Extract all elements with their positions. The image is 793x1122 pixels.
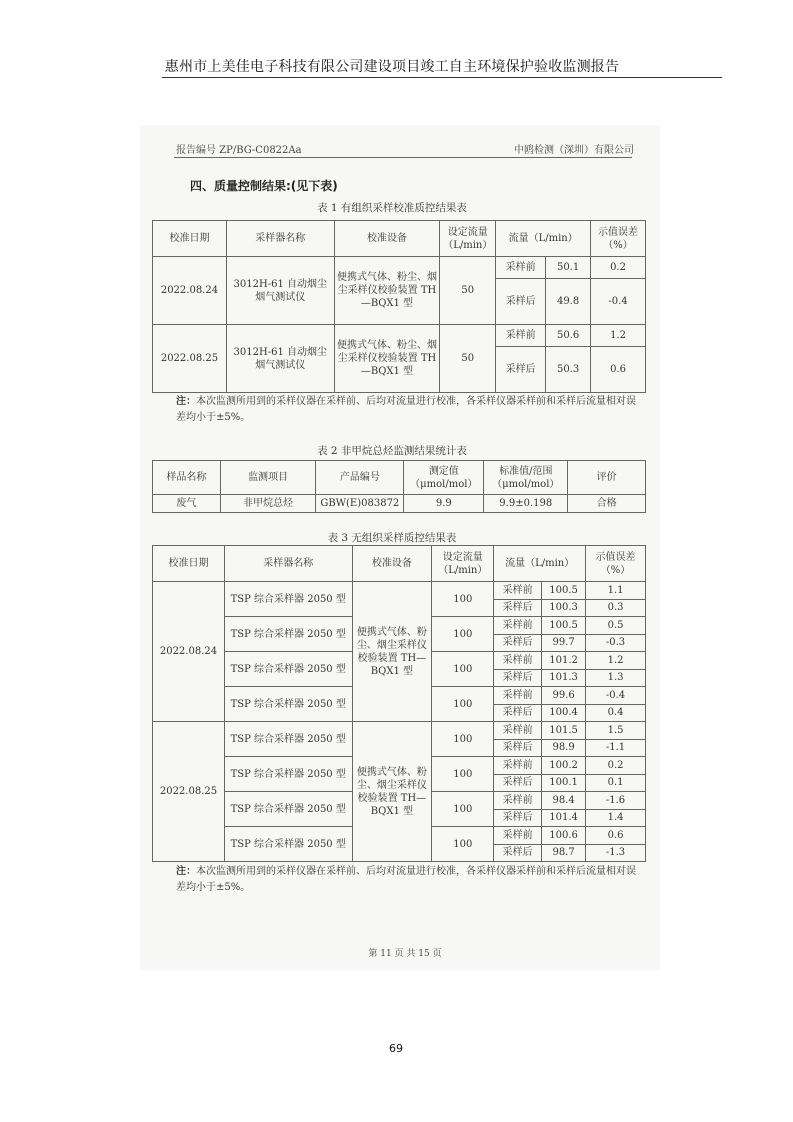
cell-after-value: 98.7 <box>542 844 586 862</box>
table1-note <box>176 394 636 426</box>
table2-header-row <box>153 461 646 495</box>
header-measured: 测定值（μmol/mol） <box>404 461 484 495</box>
cell-sampler: TSP 综合采样器 2050 型 <box>224 792 352 827</box>
cell-after-value: 49.8 <box>546 279 591 325</box>
cell-before-error: 0.2 <box>591 257 646 279</box>
table3-unorganized-sampling <box>152 545 646 862</box>
table-row <box>153 722 646 740</box>
cell-before-value: 100.2 <box>542 757 586 775</box>
header-device: 校准设备 <box>352 546 432 582</box>
cell-before-error: 1.2 <box>586 652 646 670</box>
cell-after-error: 0.6 <box>591 347 646 393</box>
cell-sampler: TSP 综合采样器 2050 型 <box>224 652 352 687</box>
cell-after-value: 98.9 <box>542 739 586 757</box>
cell-before-value: 101.2 <box>542 652 586 670</box>
table1-caption: 表 1 有组织采样校准质控结果表 <box>317 202 467 214</box>
cell-evaluation: 合格 <box>568 495 646 513</box>
header-product-no: 产品编号 <box>316 461 404 495</box>
header-item: 监测项目 <box>220 461 316 495</box>
cell-after-value: 100.3 <box>542 599 586 617</box>
header-standard: 标准值/范围（μmol/mol） <box>484 461 568 495</box>
cell-item: 非甲烷总烃 <box>220 495 316 513</box>
table-row <box>153 495 646 513</box>
cell-after-value: 100.1 <box>542 774 586 792</box>
note-label: 注： <box>176 396 196 407</box>
cell-set-flow: 100 <box>432 582 494 617</box>
cell-set-flow: 100 <box>432 687 494 722</box>
cell-before-value: 50.6 <box>546 325 591 347</box>
cell-after-error: 0.4 <box>586 704 646 722</box>
table3-caption: 表 3 无组织采样质控结果表 <box>327 532 457 544</box>
cell-sampler: TSP 综合采样器 2050 型 <box>224 827 352 862</box>
cell-date: 2022.08.24 <box>153 582 225 722</box>
cell-set-flow: 100 <box>432 792 494 827</box>
cell-before-value: 98.4 <box>542 792 586 810</box>
cell-device: 便携式气体、粉尘、烟尘采样仪校验装置 TH—BQX1 型 <box>334 257 440 325</box>
cell-set-flow: 100 <box>432 757 494 792</box>
cell-before-value: 99.6 <box>542 687 586 705</box>
cell-before-value: 101.5 <box>542 722 586 740</box>
table2-nmhc-results <box>152 460 646 513</box>
header-sampler: 采样器名称 <box>224 546 352 582</box>
table-row <box>153 325 646 347</box>
cell-before-value: 100.5 <box>542 582 586 600</box>
cell-product-no: GBW(E)083872 <box>316 495 404 513</box>
cell-after-value: 99.7 <box>542 634 586 652</box>
cell-before-value: 100.5 <box>542 617 586 635</box>
cell-sampler: 3012H-61 自动烟尘烟气测试仪 <box>226 325 334 393</box>
cell-after-error: -0.3 <box>586 634 646 652</box>
table-row <box>153 257 646 279</box>
cell-after-value: 101.3 <box>542 669 586 687</box>
cell-after-label: 采样后 <box>494 634 542 652</box>
cell-date: 2022.08.25 <box>153 325 227 393</box>
note-label: 注： <box>176 866 196 877</box>
cell-device: 便携式气体、粉尘、烟尘采样仪校验装置 TH—BQX1 型 <box>352 722 432 862</box>
cell-before-error: -1.6 <box>586 792 646 810</box>
cell-date: 2022.08.24 <box>153 257 227 325</box>
header-set-flow: 设定流量（L/min） <box>432 546 494 582</box>
cell-before-error: 0.6 <box>586 827 646 845</box>
cell-before-error: 0.2 <box>586 757 646 775</box>
cell-after-label: 采样后 <box>494 669 542 687</box>
cell-before-label: 采样前 <box>494 722 542 740</box>
header-sampler: 采样器名称 <box>226 221 334 257</box>
cell-sampler: TSP 综合采样器 2050 型 <box>224 722 352 757</box>
cell-sampler: TSP 综合采样器 2050 型 <box>224 687 352 722</box>
cell-after-value: 50.3 <box>546 347 591 393</box>
cell-sample: 废气 <box>153 495 221 513</box>
report-number: 报告编号 ZP/BG-C0822Aa <box>176 145 302 156</box>
cell-after-label: 采样后 <box>494 844 542 862</box>
cell-sampler: TSP 综合采样器 2050 型 <box>224 582 352 617</box>
cell-before-label: 采样前 <box>494 582 542 600</box>
cell-set-flow: 100 <box>432 722 494 757</box>
cell-after-label: 采样后 <box>494 809 542 827</box>
header-flow: 流量（L/min） <box>494 546 586 582</box>
cell-after-label: 采样后 <box>494 704 542 722</box>
cell-before-error: 1.1 <box>586 582 646 600</box>
table2-caption: 表 2 非甲烷总烃监测结果统计表 <box>317 445 467 457</box>
cell-after-error: -1.3 <box>586 844 646 862</box>
note-text: 本次监测所用到的采样仪器在采样前、后均对流量进行校准，各采样仪器采样前和采样后流量相对误差均小于±5%。 <box>176 866 636 893</box>
cell-after-error: 0.3 <box>586 599 646 617</box>
cell-before-value: 100.6 <box>542 827 586 845</box>
header-flow: 流量（L/min） <box>496 221 591 257</box>
company-name: 中鸥检测（深圳）有限公司 <box>514 145 634 156</box>
note-text: 本次监测所用到的采样仪器在采样前、后均对流量进行校准，各采样仪器采样前和采样后流量相对误差均小于±5%。 <box>176 396 636 423</box>
cell-set-flow: 100 <box>432 652 494 687</box>
header-error: 示值误差（%） <box>591 221 646 257</box>
cell-after-error: 1.4 <box>586 809 646 827</box>
cell-date: 2022.08.25 <box>153 722 225 862</box>
cell-after-label: 采样后 <box>494 739 542 757</box>
table3-header-row <box>153 546 646 582</box>
cell-before-label: 采样前 <box>494 792 542 810</box>
cell-sampler: TSP 综合采样器 2050 型 <box>224 757 352 792</box>
cell-after-label: 采样后 <box>496 347 546 393</box>
header-evaluation: 评价 <box>568 461 646 495</box>
cell-after-error: -0.4 <box>591 279 646 325</box>
cell-before-error: 1.5 <box>586 722 646 740</box>
cell-standard: 9.9±0.198 <box>484 495 568 513</box>
cell-measured: 9.9 <box>404 495 484 513</box>
table1-header-row <box>153 221 646 257</box>
page-count: 第 11 页 共 15 页 <box>368 949 442 959</box>
cell-after-error: 0.1 <box>586 774 646 792</box>
cell-before-label: 采样前 <box>496 325 546 347</box>
cell-set-flow: 50 <box>440 257 496 325</box>
cell-before-label: 采样前 <box>494 652 542 670</box>
report-meta-divider <box>174 157 632 158</box>
table3-note <box>176 864 636 896</box>
cell-before-error: 0.5 <box>586 617 646 635</box>
cell-sampler: TSP 综合采样器 2050 型 <box>224 617 352 652</box>
cell-sampler: 3012H-61 自动烟尘烟气测试仪 <box>226 257 334 325</box>
cell-after-value: 101.4 <box>542 809 586 827</box>
table-row <box>153 582 646 600</box>
cell-after-error: 1.3 <box>586 669 646 687</box>
cell-before-error: 1.2 <box>591 325 646 347</box>
cell-before-label: 采样前 <box>494 757 542 775</box>
cell-set-flow: 100 <box>432 827 494 862</box>
cell-before-value: 50.1 <box>546 257 591 279</box>
header-divider <box>162 77 722 78</box>
page-header-title: 惠州市上美佳电子科技有限公司建设项目竣工自主环境保护验收监测报告 <box>164 59 620 75</box>
header-date: 校准日期 <box>153 546 225 582</box>
cell-device: 便携式气体、粉尘、烟尘采样仪校验装置 TH—BQX1 型 <box>352 582 432 722</box>
cell-before-label: 采样前 <box>494 687 542 705</box>
cell-before-label: 采样前 <box>494 617 542 635</box>
cell-before-error: -0.4 <box>586 687 646 705</box>
cell-set-flow: 50 <box>440 325 496 393</box>
section-title: 四、质量控制结果:(见下表) <box>190 179 338 193</box>
page-number: 69 <box>389 1042 403 1055</box>
cell-after-label: 采样后 <box>494 774 542 792</box>
cell-before-label: 采样前 <box>494 827 542 845</box>
cell-after-label: 采样后 <box>496 279 546 325</box>
header-device: 校准设备 <box>334 221 440 257</box>
header-date: 校准日期 <box>153 221 227 257</box>
cell-after-error: -1.1 <box>586 739 646 757</box>
cell-set-flow: 100 <box>432 617 494 652</box>
header-error: 示值误差（%） <box>586 546 646 582</box>
cell-after-label: 采样后 <box>494 599 542 617</box>
cell-after-value: 100.4 <box>542 704 586 722</box>
cell-device: 便携式气体、粉尘、烟尘采样仪校验装置 TH—BQX1 型 <box>334 325 440 393</box>
table1-organized-sampling <box>152 220 646 393</box>
header-sample: 样品名称 <box>153 461 221 495</box>
cell-before-label: 采样前 <box>496 257 546 279</box>
header-set-flow: 设定流量（L/min） <box>440 221 496 257</box>
